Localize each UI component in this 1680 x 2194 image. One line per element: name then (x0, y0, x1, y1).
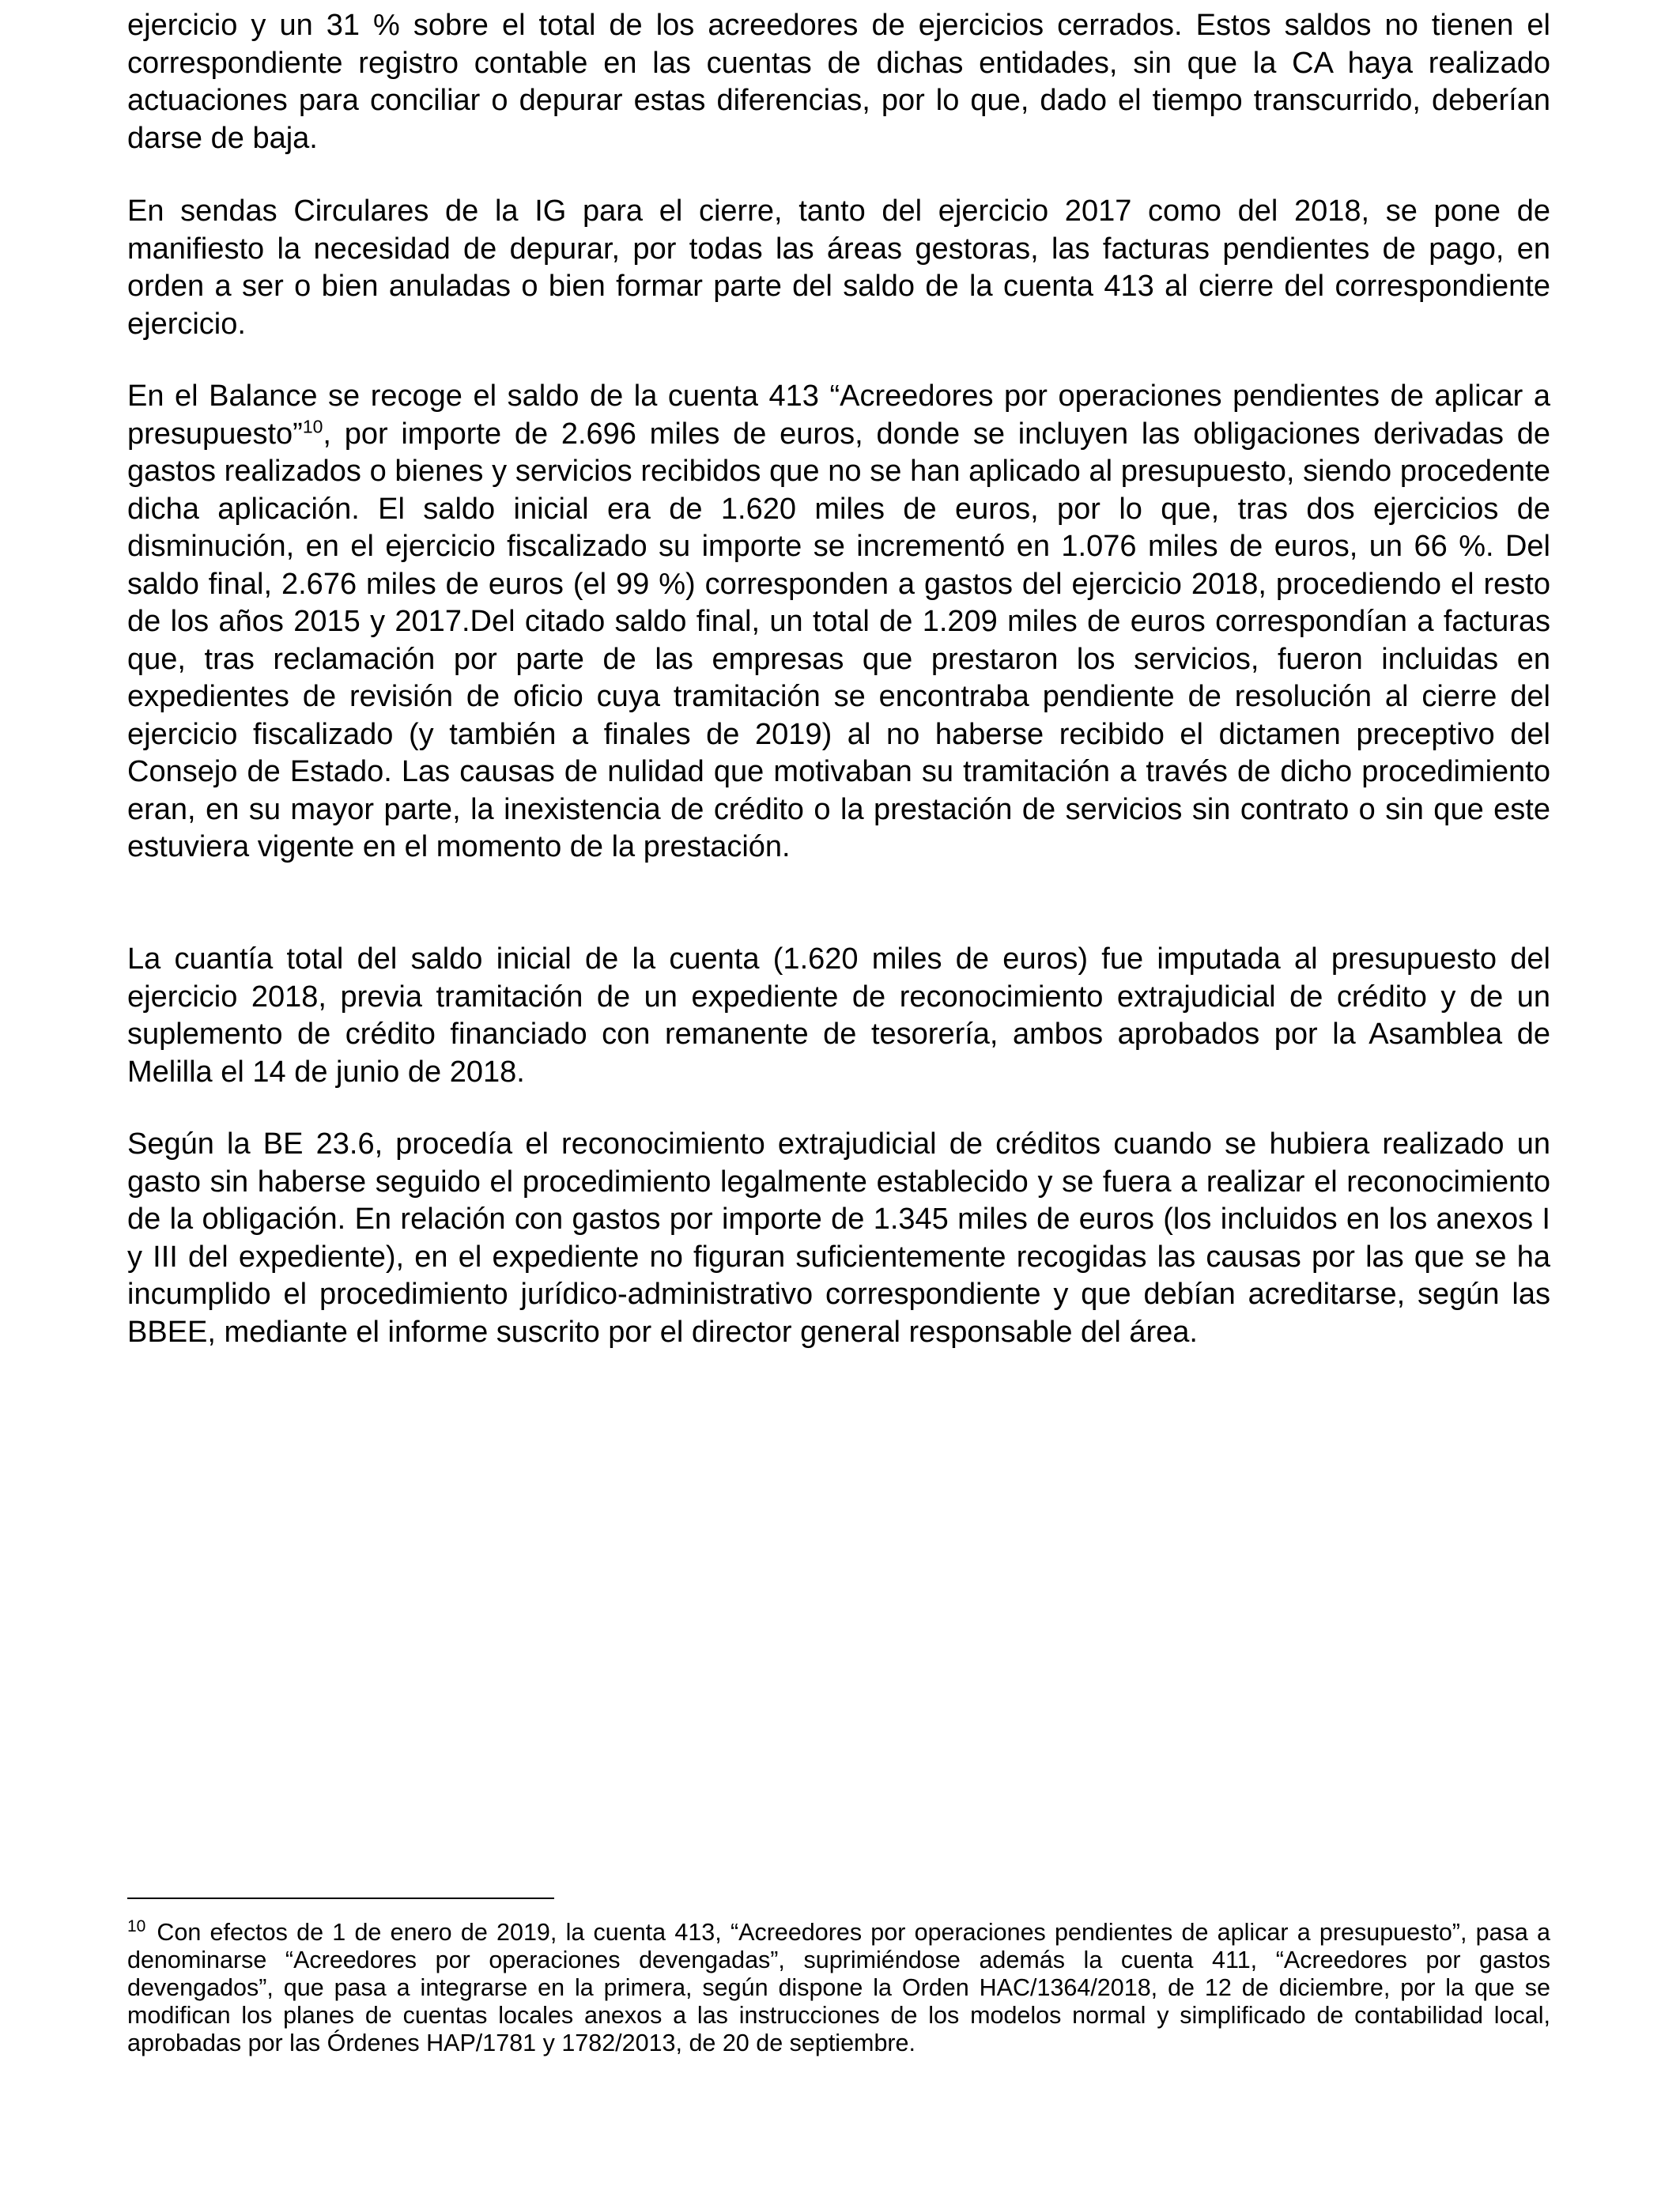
paragraph-3-text-before-ref: En el Balance se recoge el saldo de la cuenta 413 “Acreedores por operaciones pendientes de aplicar a presupuesto” (127, 380, 1550, 451)
paragraph-3 (127, 378, 1550, 867)
footnote-separator (127, 1898, 554, 1899)
paragraph-4: La cuantía total del saldo inicial de la cuenta (1.620 miles de euros) fue imputada al presupuesto del ejercicio 2018, previa tramitación de un expediente de reconocimiento extrajudicial de crédito y de un suplemento de crédito financiado con remanente de tesorería, ambos aprobados por la Asamblea de Melilla el 14 de junio de 2018. (127, 942, 1550, 1089)
paragraph-1: ejercicio y un 31 % sobre el total de los acreedores de ejercicios cerrados. Estos saldos no tienen el correspondiente registro contable en las cuentas de dichas entidades, sin que la CA haya realizado actuaciones para conciliar o depurar estas diferencias, por lo que, dado el tiempo transcurrido, deberían darse de baja. (127, 9, 1550, 155)
footnote-reference[interactable]: 10 (302, 415, 323, 436)
paragraph-5: Según la BE 23.6, procedía el reconocimiento extrajudicial de créditos cuando se hubiera realizado un gasto sin haberse seguido el procedimiento legalmente establecido y se fuera a realizar el reconocimiento de la obligación. En relación con gastos por importe de 1.345 miles de euros (los incluidos en los anexos I y III del expediente), en el expediente no figuran suficientemente recogidas las causas por las que se ha incumplido el procedimiento jurídico-administrativo correspondiente y que debían acreditarse, según las BBEE, mediante el informe suscrito por el director general responsable del área. (127, 1127, 1550, 1349)
paragraph-3-text-after-ref: , por importe de 2.696 miles de euros, donde se incluyen las obligaciones derivadas de gastos realizados o bienes y servicios recibidos que no se han aplicado al presupuesto, siendo procedente dicha aplicación. El saldo inicial era de 1.620 miles de euros, por lo que, tras dos ejercicios de disminución, en el ejercicio fiscalizado su importe se incrementó en 1.076 miles de euros, un 66 %. Del saldo final, 2.676 miles de euros (el 99 %) corresponden a gastos del ejercicio 2018, procediendo el resto de los años 2015 y 2017.Del citado saldo final, un total de 1.209 miles de euros correspondían a facturas que, tras reclamación por parte de las empresas que prestaron los servicios, fueron incluidas en expedientes de revisión de oficio cuya tramitación se encontraba pendiente de resolución al cierre del ejercicio fiscalizado (y también a finales de 2019) al no haberse recibido el dictamen preceptivo del Consejo de Estado. Las causas de nulidad que motivaban su tramitación a través de dicho procedimiento eran, en su mayor parte, la inexistencia de crédito o la prestación de servicios sin contrato o sin que este estuviera vigente en el momento de la prestación. (127, 417, 1550, 863)
footnote (127, 1916, 1550, 2057)
footnote-number: 10 (127, 1916, 146, 1935)
paragraph-2: En sendas Circulares de la IG para el cierre, tanto del ejercicio 2017 como del 2018, se pone de manifiesto la necesidad de depurar, por todas las áreas gestoras, las facturas pendientes de pago, en orden a ser o bien anuladas o bien formar parte del saldo de la cuenta 413 al cierre del correspondiente ejercicio. (127, 194, 1550, 341)
footnote-text: Con efectos de 1 de enero de 2019, la cuenta 413, “Acreedores por operaciones pendientes de aplicar a presupuesto”, pasa a denominarse “Acreedores por operaciones devengadas”, suprimiéndose además la cuenta 411, “Acreedores por gastos devengados”, que pasa a integrarse en la primera, según dispone la Orden HAC/1364/2018, de 12 de diciembre, por la que se modifican los planes de cuentas locales anexos a las instrucciones de los modelos normal y simplificado de contabilidad local, aprobadas por las Órdenes HAP/1781 y 1782/2013, de 20 de septiembre. (127, 1919, 1550, 2056)
